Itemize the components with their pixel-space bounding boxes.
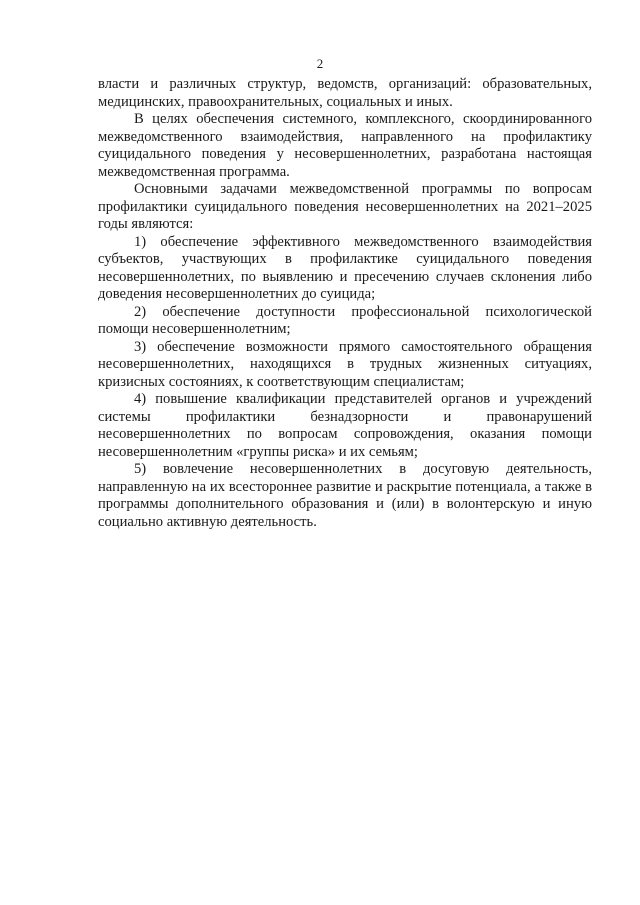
- document-body: [98, 76, 592, 531]
- task-item-2: 2) обеспечение доступности профессиональной психологической помощи несовершеннолетним;: [98, 303, 592, 337]
- paragraph-tasks-intro: Основными задачами межведомственной программы по вопросам профилактики суицидального поведения несовершеннолетних на 2021–2025 годы являются:: [98, 181, 592, 232]
- task-item-3: 3) обеспечение возможности прямого самостоятельного обращения несовершеннолетних, находящихся в трудных жизненных ситуациях, кризисных состояниях, к соответствующим специалистам;: [98, 338, 592, 390]
- paragraph-program-purpose: В целях обеспечения системного, комплексного, скоординированного межведомственного взаимодействия, направленного на профилактику суицидального поведения у несовершеннолетних, разработана настоящая межведомственная программа.: [98, 111, 592, 180]
- paragraph-continuation: власти и различных структур, ведомств, организаций: образовательных, медицинских, правоохранительных, социальных и иных.: [98, 76, 592, 110]
- page-number: 2: [316, 56, 324, 71]
- task-item-4: 4) повышение квалификации представителей органов и учреждений системы профилактики безнадзорности и правонарушений несовершеннолетних по вопросам сопровождения, оказания помощи несовершеннолетним «группы риска» и их семьям;: [98, 391, 592, 460]
- task-item-5: 5) вовлечение несовершеннолетних в досуговую деятельность, направленную на их всестороннее развитие и раскрытие потенциала, а также в программы дополнительного образования и (или) в волонтерскую и иную социально активную деятельность.: [98, 461, 592, 530]
- task-item-1: 1) обеспечение эффективного межведомственного взаимодействия субъектов, участвующих в профилактике суицидального поведения несовершеннолетних, по выявлению и пресечению случаев склонения либо доведения несовершеннолетних до суицида;: [98, 233, 592, 302]
